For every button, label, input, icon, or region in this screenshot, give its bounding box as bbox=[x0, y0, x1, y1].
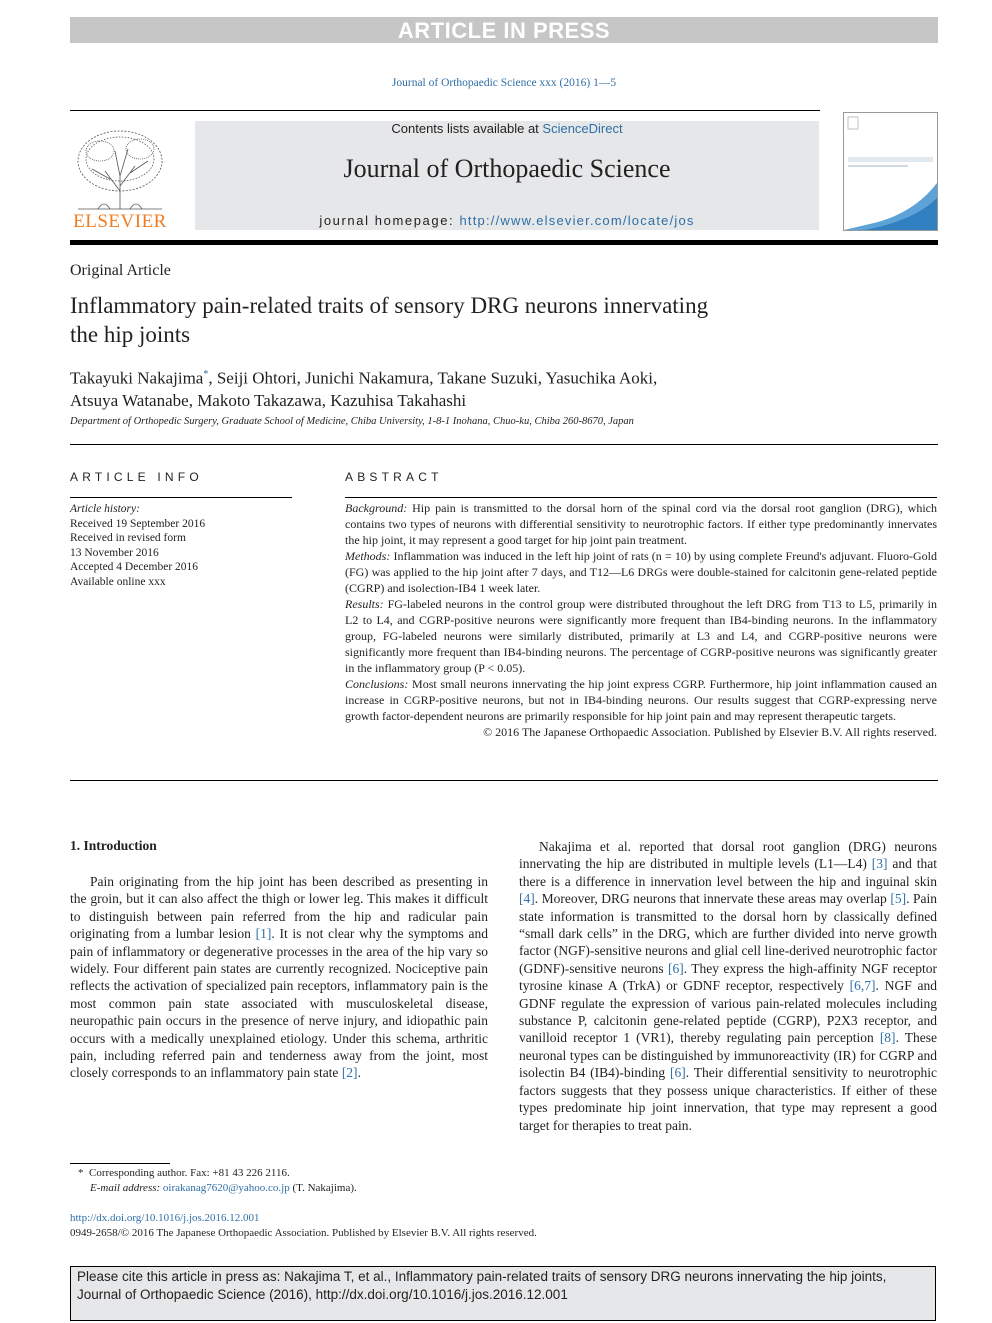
article-type: Original Article bbox=[70, 262, 171, 279]
contents-line bbox=[195, 121, 819, 136]
citation-1-link[interactable]: [1] bbox=[255, 926, 272, 942]
citation-4-link[interactable]: [4] bbox=[519, 891, 535, 907]
history-accepted: Accepted 4 December 2016 bbox=[70, 561, 199, 573]
journal-title: Journal of Orthopaedic Science bbox=[343, 154, 671, 183]
abstract-results bbox=[345, 596, 937, 676]
intro-p2-text-f: . NGF and GDNF regulate the expression of various pain-related molecules including substance P, calcitonin gene-related peptide (CGRP), P2X3 receptor, and vanilloid receptor 1 (VR1), thereby regulating pain perception bbox=[519, 978, 937, 1046]
history-revised-label: Received in revised form bbox=[70, 532, 186, 544]
abstract-copyright: © 2016 The Japanese Orthopaedic Association. Published by Elsevier B.V. All rights reserved. bbox=[483, 725, 937, 739]
first-author[interactable]: Takayuki Nakajima bbox=[70, 368, 204, 388]
contents-prefix: Contents lists available at bbox=[391, 121, 543, 136]
corresponding-footnote bbox=[78, 1166, 290, 1181]
history-label: Article history: bbox=[70, 503, 140, 515]
abstract-heading: ABSTRACT bbox=[345, 470, 443, 484]
background-text: Hip pain is transmitted to the dorsal horn of the spinal cord via the dorsal root ganglion (DRG), which contains two types of neurons with differential sensitivity to neurotrophic factors. If either type predominantly innervates the hip joint, it may represent a good target for hip joint pain treatment. bbox=[345, 501, 938, 547]
intro-p1-text-a: Pain originating from the hip joint has been described as presenting in the groin, but it can also affect the thigh or lower leg. This makes it difficult to distinguish between pain referred from the hip and radicular pain originating from a lumbar lesion bbox=[70, 874, 488, 942]
authors-line-1 bbox=[70, 364, 870, 390]
issn-copyright: 0949-2658/© 2016 The Japanese Orthopaedic Association. Published by Elsevier B.V. All rights reserved. bbox=[70, 1227, 537, 1239]
header-top-rule bbox=[70, 110, 820, 111]
citation-2-link[interactable]: [2] bbox=[341, 1065, 358, 1081]
citation-6-7-link[interactable]: [6,7] bbox=[849, 978, 876, 994]
affiliation: Department of Orthopedic Surgery, Graduate School of Medicine, Chiba University, 1-8-1 Inohana, Chuo-ku, Chiba 260-8670, Japan bbox=[70, 416, 634, 427]
citation-box-text: Please cite this article in press as: Nakajima T, et al., Inflammatory pain-related traits of sensory DRG neurons innervating the hip joints, Journal of Orthopaedic Science (2016), http://dx.doi.org/10.1016/j.jos.2016.12.001 bbox=[77, 1269, 887, 1302]
footnote-rule bbox=[70, 1163, 170, 1164]
intro-p2-text-e: . They express the high-affinity NGF receptor tyrosine kinase A (TrkA) or GDNF receptor, respectively bbox=[519, 960, 937, 994]
results-text: FG-labeled neurons in the control group were distributed throughout the left DRG from T13 to L5, primarily in L2 to L4, and CGRP-positive neurons were significantly more frequent than IB4-binding neurons. In the inflammatory group, FG-labeled neurons were similarly distributed, primarily at L3 and L4, and CGRP-positive neurons were significantly more frequent than IB4-binding neurons. The percentage of CGRP-positive neurons was significantly greater in the inflammatory group (P < 0.05). bbox=[345, 597, 937, 675]
article-in-press-banner: ARTICLE IN PRESS bbox=[70, 17, 938, 43]
cover-art-icon bbox=[844, 113, 937, 230]
abstract-rule bbox=[345, 497, 937, 498]
intro-p2-text-g: . These neuronal types can be distinguished by immunoreactivity (IR) for CGRP and isolectin B4 (IB4)-binding bbox=[519, 1030, 937, 1081]
authors-line-1-rest: , Seiji Ohtori, Junichi Nakamura, Takane Suzuki, Yasuchika Aoki, bbox=[208, 368, 658, 388]
history-received: Received 19 September 2016 bbox=[70, 517, 206, 530]
intro-p2-text-a: Nakajima et al. reported that dorsal root ganglion (DRG) neurons innervating the hip are distributed in multiple levels (L1—L4) bbox=[519, 839, 937, 872]
results-label: Results: bbox=[345, 597, 384, 611]
citation-8-link[interactable]: [8] bbox=[879, 1030, 896, 1046]
email-footnote bbox=[90, 1181, 357, 1196]
abstract-background bbox=[345, 500, 937, 548]
authors-line-2: Atsuya Watanabe, Makoto Takazawa, Kazuhisa Takahashi bbox=[70, 390, 467, 410]
intro-p1-text-c: . bbox=[357, 1065, 361, 1081]
elsevier-wordmark: ELSEVIER bbox=[73, 211, 167, 232]
background-label: Background: bbox=[345, 501, 408, 515]
abstract-bottom-rule bbox=[70, 780, 938, 781]
title-line-2: the hip joints bbox=[70, 322, 191, 347]
corresponding-text: Corresponding author. Fax: +81 43 226 2116. bbox=[89, 1167, 290, 1179]
conclusions-label: Conclusions: bbox=[345, 677, 409, 691]
introduction-heading: 1. Introduction bbox=[70, 838, 157, 853]
intro-column-left bbox=[70, 873, 488, 1082]
citation-5-link[interactable]: [5] bbox=[890, 891, 907, 907]
intro-p2-text-d: . Pain state information is transmitted to the dorsal horn by classically defined “small dark cells” in the DRG, which are further divided into nerve growth factor (NGF)-sensitive neurons and glial cell line-derived neurotrophic factor (GDNF)-sensitive neurons bbox=[519, 891, 937, 976]
history-online: Available online xxx bbox=[70, 575, 166, 588]
homepage-prefix: journal homepage: bbox=[319, 213, 460, 228]
abstract-conclusions bbox=[345, 676, 937, 724]
corresponding-author-marker[interactable]: * bbox=[203, 369, 209, 380]
intro-column-right bbox=[519, 838, 937, 1134]
article-info-heading: ARTICLE INFO bbox=[70, 470, 203, 484]
intro-p2-text-c: . Moreover, DRG neurons that innervate these areas may overlap bbox=[534, 891, 891, 907]
email-label: E-mail address: bbox=[90, 1182, 161, 1194]
citation-6-link[interactable]: [6] bbox=[667, 960, 684, 976]
intro-p2-text-h: . Their differential sensitivity to neurotrophic factors suggests that they possess unique characteristics. If either of these types predominate hip joint innervation, that type may represent a good target for therapies to treat pain. bbox=[519, 1065, 937, 1133]
article-history bbox=[70, 502, 295, 589]
citation-3-link[interactable]: [3] bbox=[871, 856, 888, 872]
article-info-rule bbox=[70, 497, 292, 498]
intro-p1-text-b: . It is not clear why the symptoms and pain of inflammatory or degenerative processes in the area of the hip vary so widely. Four different pain states are currently recognized. Nociceptive pain reflects the activation of specialized pain receptors, inflammatory pain is the most common pain state associated with musculoskeletal disease, neuropathic pain occurs in the presence of nerve injury, and idiopathic pain occurs with a medically unexplained etiology. Under this schema, arthritic pain, including referred pain and tenderness away from the joint, most closely corresponds to an inflammatory pain state bbox=[70, 926, 488, 1081]
abstract-methods bbox=[345, 548, 937, 596]
header-thick-rule bbox=[70, 240, 938, 245]
footnote-star: * bbox=[78, 1167, 84, 1179]
article-title bbox=[70, 291, 850, 349]
author-list bbox=[70, 364, 870, 412]
methods-label: Methods: bbox=[345, 549, 391, 563]
citation-6b-link[interactable]: [6] bbox=[670, 1065, 686, 1081]
doi-link[interactable]: http://dx.doi.org/10.1016/j.jos.2016.12.001 bbox=[70, 1212, 260, 1224]
conclusions-text: Most small neurons innervating the hip joint express CGRP. Furthermore, hip joint inflammation caused an increase in CGRP-positive neurons, but not in IB4-binding neurons. Our results suggest that CGRP-expressing nerve growth factor-dependent neurons are primarily responsible for hip joint pain and may represent therapeutic targets. bbox=[345, 677, 938, 723]
title-line-1: Inflammatory pain-related traits of sensory DRG neurons innervating bbox=[70, 293, 709, 318]
homepage-link[interactable]: http://www.elsevier.com/locate/jos bbox=[459, 213, 695, 228]
methods-text: Inflammation was induced in the left hip joint of rats (n = 10) by using complete Freund's adjuvant. Fluoro-Gold (FG) was applied to the hip joint after 7 days, and T12—L6 DRGs were double-stained for calcitonin gene-related peptide (CGRP) and isolection-IB4 1 week later. bbox=[345, 549, 938, 595]
journal-reference-link[interactable]: Journal of Orthopaedic Science xxx (2016) 1—5 bbox=[391, 77, 617, 89]
intro-paragraph-1 bbox=[70, 873, 488, 1082]
intro-paragraph-2 bbox=[519, 838, 937, 1134]
email-link[interactable]: oirakanag7620@yahoo.co.jp bbox=[162, 1182, 290, 1194]
sciencedirect-link[interactable]: ScienceDirect bbox=[542, 121, 623, 136]
abstract-body bbox=[345, 500, 937, 740]
intro-p2-text-b: and that there is a difference in innervation level between the hip and inguinal skin bbox=[519, 856, 937, 889]
homepage-line bbox=[195, 213, 819, 228]
history-revised-date: 13 November 2016 bbox=[70, 546, 159, 559]
journal-cover-thumbnail bbox=[843, 112, 938, 231]
affiliation-rule bbox=[70, 444, 938, 445]
email-suffix: (T. Nakajima). bbox=[289, 1182, 357, 1194]
